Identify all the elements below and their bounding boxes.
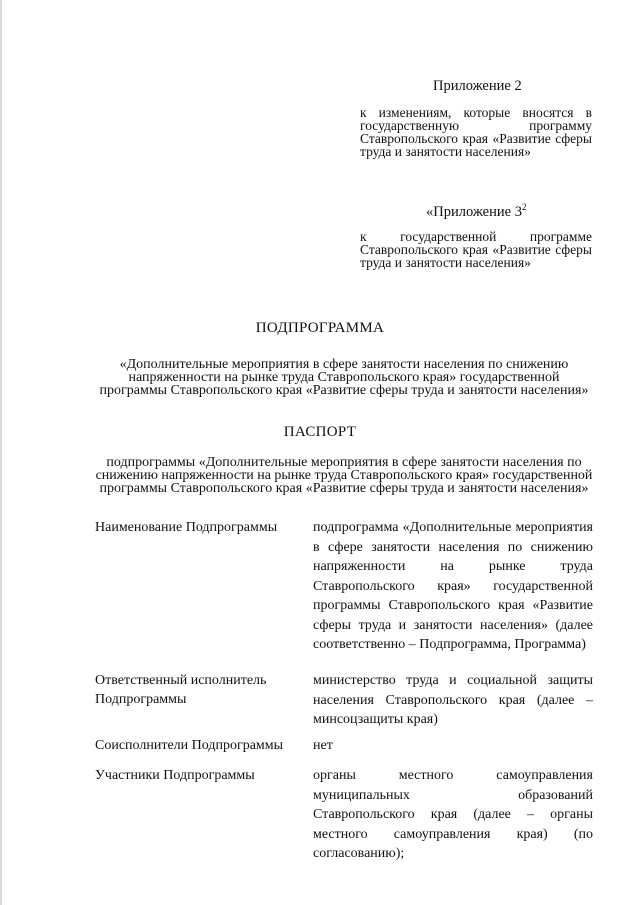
passport-row-label: Наименование Подпрограммы (95, 520, 278, 535)
scan-edge-line (0, 0, 2, 905)
passport-row-label: Участники Подпрограммы (95, 768, 255, 783)
passport-row-value: нет (313, 738, 333, 753)
subprogram-name: «Дополнительные мероприятия в сфере занятости населения по снижению напряженности на рынке труда Ставропольского края» государственной программы Ставропольского края «Развитие сферы труда и занятости населения» (99, 357, 589, 398)
appendix-3-title-superscript: 2 (521, 202, 527, 213)
passport-subtitle: подпрограммы «Дополнительные мероприятия в сфере занятости населения по снижению напряженности на рынке труда Ставропольского края» государственной программы Ставропольского края «Развитие сферы труда и занятости населения» (95, 455, 593, 496)
appendix-3-title-text: «Приложение 3 (426, 204, 522, 220)
appendix-2-body: к изменениям, которые вносятся в государственную программу Ставропольского края «Развитие сферы труда и занятости населения» (360, 105, 592, 159)
appendix-2-title: Приложение 2 (433, 78, 522, 94)
passport-row-value: органы местного самоуправления муниципальных образований Ставропольского края (далее – органы местного самоуправления края) (по согласованию); (313, 768, 593, 861)
appendix-3-body: к государственной программе Ставропольского края «Развитие сферы труда и занятости населения» (360, 229, 592, 270)
passport-row-value: подпрограмма «Дополнительные мероприятия в сфере занятости населения по снижению напряженности на рынке труда Ставропольского края» государственной программы Ставропольского края «Развитие сферы труда и занятости населения» (далее соответственно – Подпрограмма, Программа) (313, 520, 593, 652)
appendix-3-title (426, 204, 526, 220)
passport-row-label: Соисполнители Подпрограммы (95, 738, 284, 753)
passport-row-label: Ответственный исполнитель Подпрограммы (95, 673, 267, 707)
subprogram-heading: ПОДПРОГРАММА (255, 320, 385, 336)
passport-row-value: министерство труда и социальной защиты населения Ставропольского края (далее – минсоцзащиты края) (313, 673, 593, 727)
passport-heading: ПАСПОРТ (283, 424, 357, 440)
